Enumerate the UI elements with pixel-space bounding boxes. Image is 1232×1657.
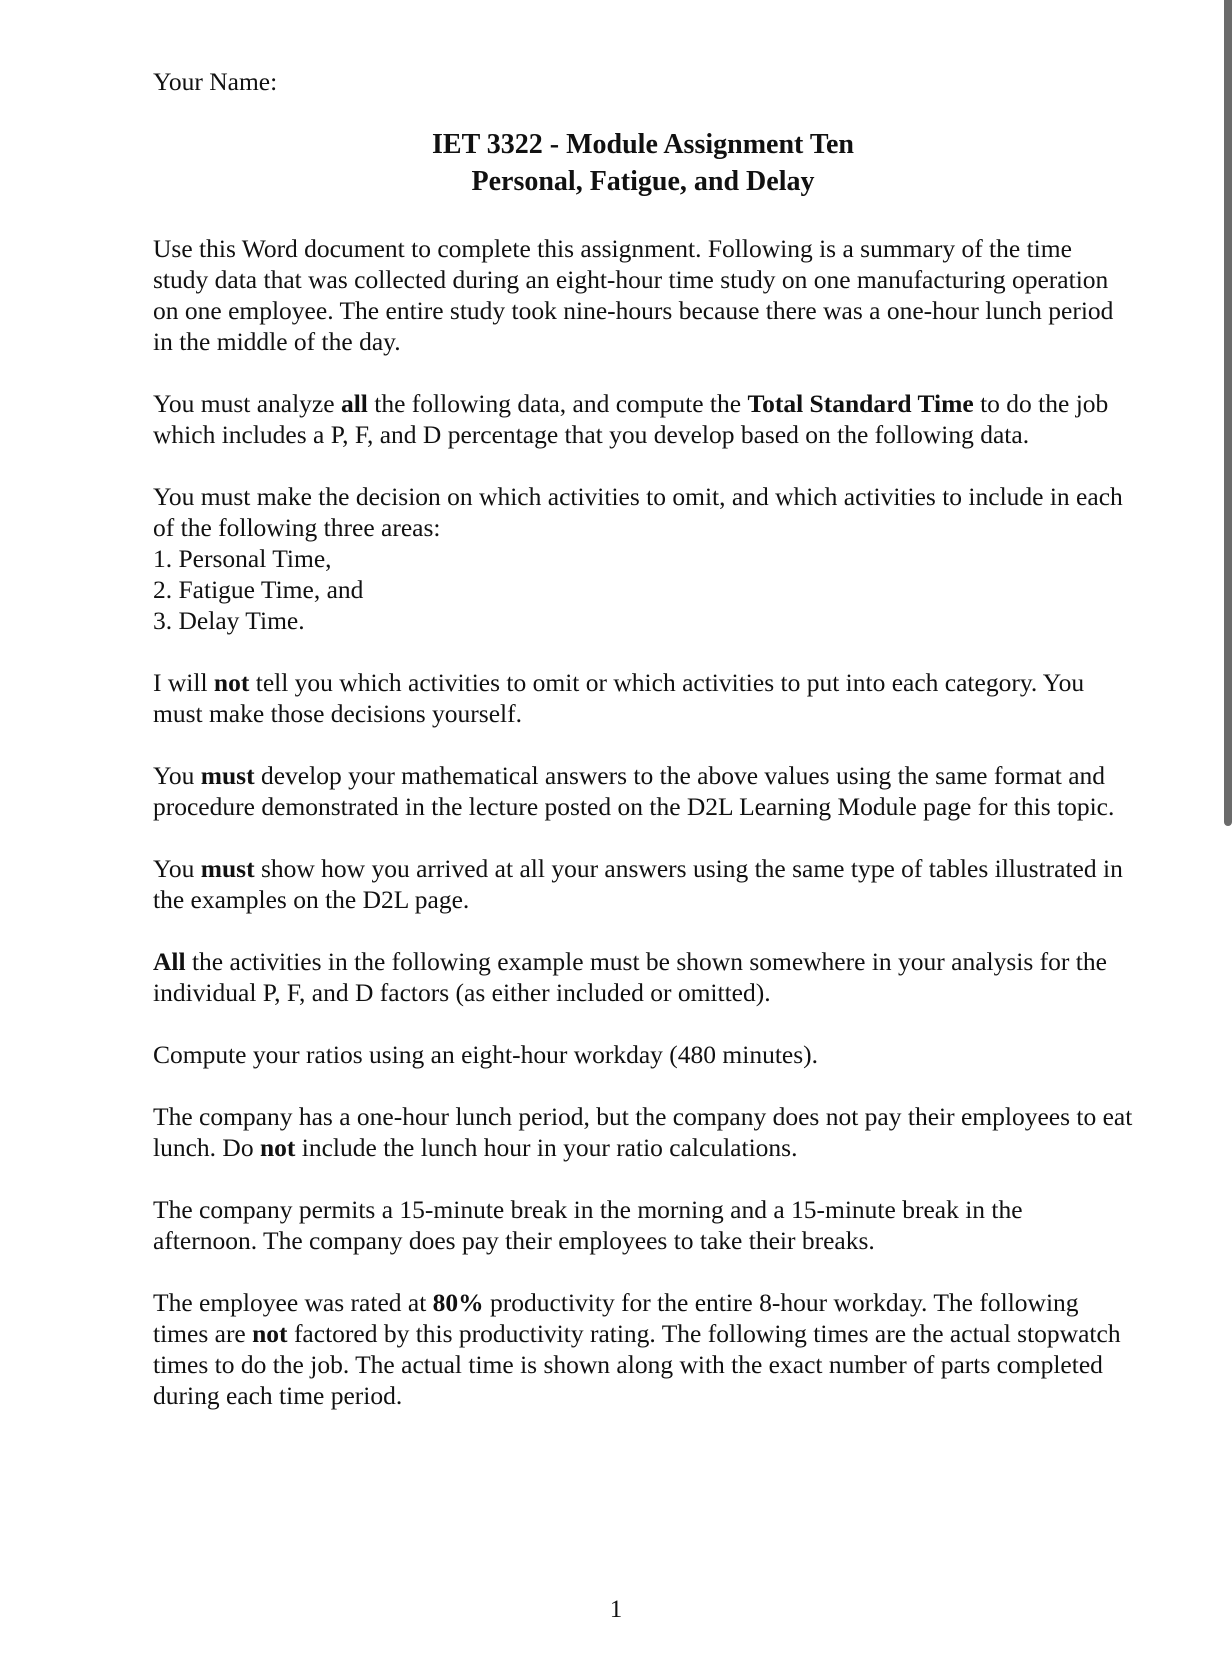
document-title — [153, 126, 1133, 200]
develop-paragraph: You must develop your mathematical answers to the above values using the same format and procedure demonstrated in the lecture posted on the D2L Learning Module page for this topic. — [153, 761, 1115, 821]
area-item: 2. Fatigue Time, and — [153, 575, 364, 604]
breaks-paragraph: The company permits a 15-minute break in the morning and a 15-minute break in the afternoon. The company does pay their employees to take their breaks. — [153, 1195, 1023, 1255]
not-tell-paragraph: I will not tell you which activities to omit or which activities to put into each category. You must make those decisions yourself. — [153, 668, 1085, 728]
area-item: 3. Delay Time. — [153, 606, 305, 635]
title-line-2: Personal, Fatigue, and Delay — [471, 166, 815, 197]
ratios-paragraph: Compute your ratios using an eight-hour workday (480 minutes). — [153, 1040, 819, 1069]
name-label: Your Name: — [153, 67, 278, 96]
rating-paragraph: The employee was rated at 80% productivity for the entire 8-hour workday. The following times are not factored by this productivity rating. The following times are the actual stopwatch times to do the job. The actual time is shown along with the exact number of parts completed during each time period. — [153, 1288, 1121, 1410]
document-body — [153, 66, 1133, 1442]
page-number: 1 — [609, 1596, 623, 1623]
lunch-paragraph: The company has a one-hour lunch period, but the company does not pay their employees to eat lunch. Do not include the lunch hour in your ratio calculations. — [153, 1102, 1133, 1162]
analyze-paragraph: You must analyze all the following data, and compute the Total Standard Time to do the job which includes a P, F, and D percentage that you develop based on the following data. — [153, 389, 1109, 449]
intro-paragraph: Use this Word document to complete this assignment. Following is a summary of the time study data that was collected during an eight-hour time study on one manufacturing operation on one employee. The entire study took nine-hours because there was a one-hour lunch period in the middle of the day. — [153, 234, 1114, 356]
all-activities-paragraph: All the activities in the following example must be shown somewhere in your analysis for the individual P, F, and D factors (as either included or omitted). — [153, 947, 1107, 1007]
area-item: 1. Personal Time, — [153, 544, 332, 573]
title-line-1: IET 3322 - Module Assignment Ten — [432, 129, 854, 160]
decision-paragraph: You must make the decision on which activities to omit, and which activities to include in each of the following three areas: 1. Personal Time, 2. Fatigue Time, and 3. Delay Time. — [153, 482, 1123, 635]
show-paragraph: You must show how you arrived at all your answers using the same type of tables illustrated in the examples on the D2L page. — [153, 854, 1123, 914]
scrollbar[interactable] — [1224, 0, 1232, 826]
